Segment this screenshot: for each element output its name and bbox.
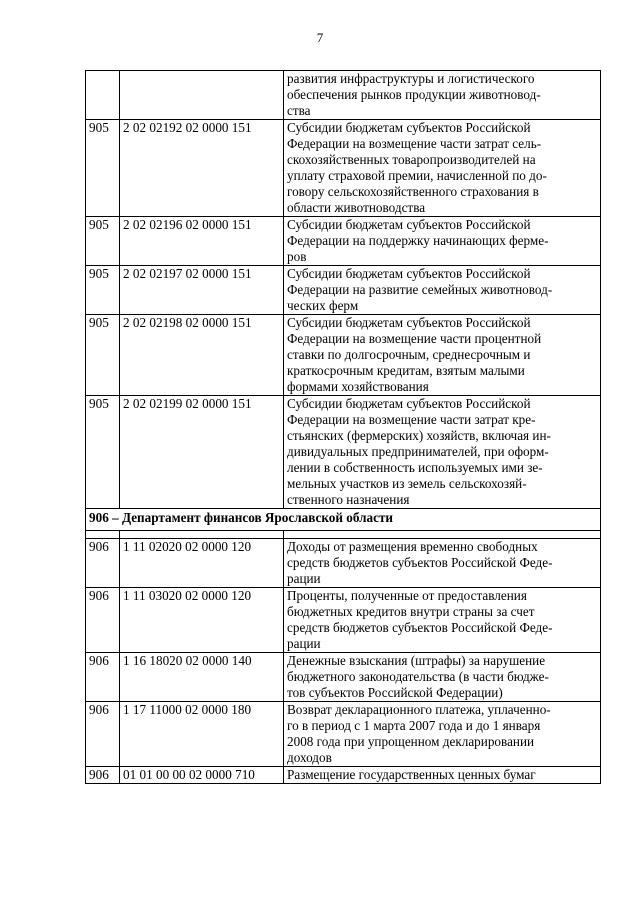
budget-code-cell: 1 17 11000 02 0000 180 — [120, 702, 284, 767]
description-cell: Субсидии бюджетам субъектов Российской Федерации на возмещение части процентной ставки по долгосрочным, среднесрочным и краткосрочным кредитам, взятым малыми формами хозяйствования — [284, 315, 601, 396]
admin-code-cell: 906 — [86, 539, 120, 588]
admin-code-cell: 905 — [86, 315, 120, 396]
description-cell: Доходы от размещения временно свободных средств бюджетов субъектов Российской Феде- рации — [284, 539, 601, 588]
budget-code-cell: 2 02 02198 02 0000 151 — [120, 315, 284, 396]
admin-code-cell: 905 — [86, 396, 120, 509]
description-cell: Размещение государственных ценных бумаг — [284, 767, 601, 784]
admin-code-cell: 905 — [86, 120, 120, 217]
spacer-row — [86, 531, 601, 539]
spacer-cell — [120, 531, 284, 539]
description-cell: Субсидии бюджетам субъектов Российской Федерации на развитие семейных животновод- ческих ферм — [284, 266, 601, 315]
table-row — [86, 71, 601, 120]
table-body — [86, 71, 601, 784]
description-cell: развития инфраструктуры и логистического обеспечения рынков продукции животновод- ства — [284, 71, 601, 120]
budget-code-cell: 2 02 02192 02 0000 151 — [120, 120, 284, 217]
table-row — [86, 315, 601, 396]
budget-code-cell: 1 11 02020 02 0000 120 — [120, 539, 284, 588]
classification-table — [85, 70, 601, 784]
budget-code-cell: 2 02 02199 02 0000 151 — [120, 396, 284, 509]
budget-code-cell: 01 01 00 00 02 0000 710 — [120, 767, 284, 784]
section-header-row — [86, 509, 601, 531]
table-row — [86, 767, 601, 784]
table-row — [86, 653, 601, 702]
admin-code-cell: 906 — [86, 588, 120, 653]
spacer-cell — [284, 531, 601, 539]
budget-code-cell: 2 02 02197 02 0000 151 — [120, 266, 284, 315]
admin-code-cell: 905 — [86, 217, 120, 266]
section-title: 906 – Департамент финансов Ярославской области — [86, 509, 601, 531]
budget-code-cell: 1 11 03020 02 0000 120 — [120, 588, 284, 653]
budget-code-cell: 1 16 18020 02 0000 140 — [120, 653, 284, 702]
description-cell: Возврат декларационного платежа, уплаченно- го в период с 1 марта 2007 года и до 1 января 2008 года при упрощенном декларировании доходов — [284, 702, 601, 767]
table-row — [86, 396, 601, 509]
budget-code-cell: 2 02 02196 02 0000 151 — [120, 217, 284, 266]
description-cell: Субсидии бюджетам субъектов Российской Федерации на возмещение части затрат сель- скохозяйственных товаропроизводителей на уплату страховой премии, начисленной по до- говору сельскохозяйственного страхования в области животноводства — [284, 120, 601, 217]
admin-code-cell: 906 — [86, 653, 120, 702]
table-row — [86, 588, 601, 653]
description-cell: Денежные взыскания (штрафы) за нарушение бюджетного законодательства (в части бюдже- тов субъектов Российской Федерации) — [284, 653, 601, 702]
admin-code-cell: 906 — [86, 767, 120, 784]
table-row — [86, 217, 601, 266]
spacer-cell — [86, 531, 120, 539]
description-cell: Субсидии бюджетам субъектов Российской Федерации на возмещение части затрат кре- стьянских (фермерских) хозяйств, включая ин- дивидуальных предпринимателей, при оформ- лении в собственность используемых ими зе- мельных участков из земель сельскохозяй- ственного назначения — [284, 396, 601, 509]
admin-code-cell: 905 — [86, 266, 120, 315]
admin-code-cell — [86, 71, 120, 120]
description-cell: Проценты, полученные от предоставления бюджетных кредитов внутри страны за счет средств бюджетов субъектов Российской Феде- рации — [284, 588, 601, 653]
admin-code-cell: 906 — [86, 702, 120, 767]
table-row — [86, 702, 601, 767]
budget-code-cell — [120, 71, 284, 120]
table-row — [86, 266, 601, 315]
table-row — [86, 120, 601, 217]
description-cell: Субсидии бюджетам субъектов Российской Федерации на поддержку начинающих ферме- ров — [284, 217, 601, 266]
page-number: 7 — [316, 30, 324, 45]
table-row — [86, 539, 601, 588]
